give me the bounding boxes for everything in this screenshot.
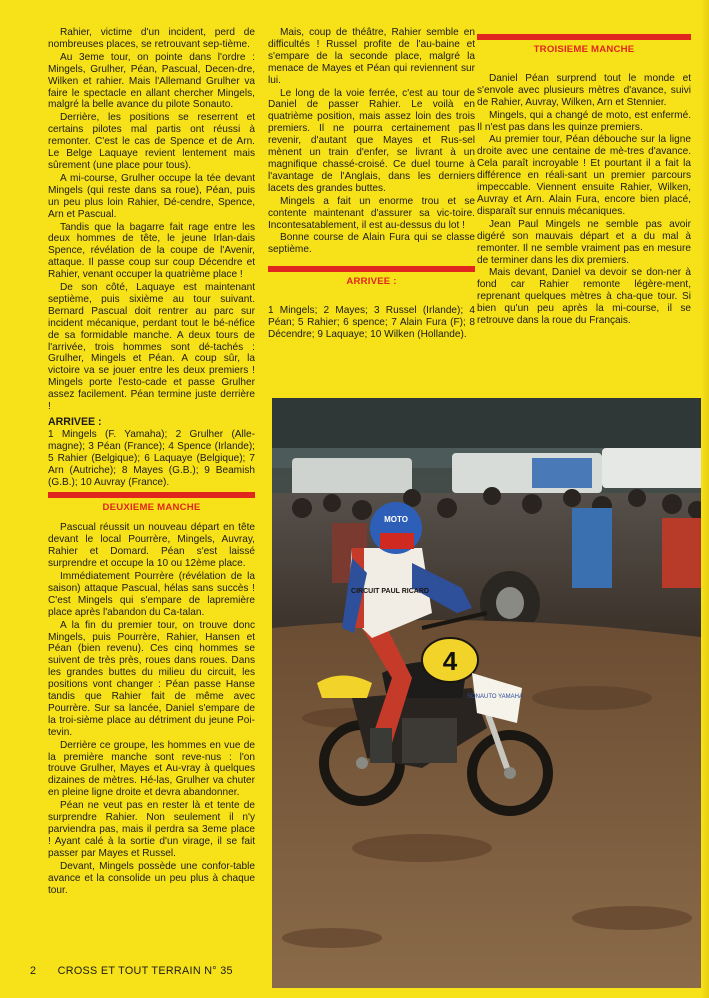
paragraph: Au premier tour, Péan débouche sur la ligne droite avec une centaine de mè-tres d'avance. Cela paraît incroyable ! Et pourtant il a fait la différence en réali-sant un premier parcours impeccable. Viennent ensuite Rahier, Wilken, Auvray et Arn. Alain Fura, encore bien placé, disparaît sur ennuis mécaniques.	[477, 134, 691, 217]
section-header-arrivee: ARRIVEE :	[346, 276, 397, 288]
paragraph: Péan ne veut pas en rester là et tente de surprendre Rahier. Non seulement il n'y parviendra pas, mais il perdra sa 3eme place ! Ayant calé à la sortie d'un virage, il se fait passer par Mayes et Russel.	[48, 800, 255, 859]
paragraph: A mi-course, Grulher occupe la tée devant Mingels (qui reste dans sa roue), Péan, puis un peu plus loin Rahier, Dé-cendre, Spence, Arn et Pascual.	[48, 172, 255, 220]
results-manche-1: 1 Mingels (F. Yamaha); 2 Grulher (Alle-magne); 3 Péan (France); 4 Spence (Irlande); 5 Rahier (Belgique); 6 Laquaye (Belgique); 7 Arn (Autriche); 8 Mayes (G.B.); 9 Beamish (G.B.); 10 Auvray (France).	[48, 428, 255, 488]
column-middle	[268, 27, 475, 345]
paragraph: Jean Paul Mingels ne semble pas avoir digéré son mauvais départ et a du mal à remonter. Il ne semble vraiment pas en mesure de terminer dans les dix premiers.	[477, 218, 691, 266]
bib-number: 4	[442, 646, 458, 676]
paragraph: Daniel Péan surprend tout le monde et s'envole avec plusieurs mètres d'avance, suivi de Rahier, Auvray, Wilken, Arn et Stennier.	[477, 72, 691, 108]
paragraph: Le long de la voie ferrée, c'est au tour de Daniel de passer Rahier. Le voilà en quatrième position, mais assez loin des trois premiers. Il ne pourra certainement pas revenir, d'autant que Mayes et Rus-sel mènent un train d'enfer, se livrant à un magnifique chassé-croisé. Ce duel tourne à l'avantage de l'Anglais, dans les derniers lacets des grandes buttes.	[268, 87, 475, 194]
paragraph: Au 3eme tour, on pointe dans l'ordre : Mingels, Grulher, Péan, Pascual, Decen-dre, Wilken et rahier. Mais l'Allemand Grulher va faire le spectacle en allant chercher Mingels, malgré la belle avance du pilote Sonauto.	[48, 51, 255, 111]
helmet-text: MOTO	[384, 515, 408, 524]
magazine-title: CROSS ET TOUT TERRAIN N° 35	[57, 965, 233, 977]
paragraph: Mais devant, Daniel va devoir se don-ner à fond car Rahier remonte légère-ment, reprenant quelques mètres à cha-que tour. Si bien qu'un peu après la mi-course, il se retrouve dans la roue du Français.	[477, 267, 691, 327]
paragraph: Derrière ce groupe, les hommes en vue de la première manche sont reve-nus : l'on trouve Grulher, Mayes et Au-vray à quelques dizaines de mètres. Hé-las, Grulher va chuter en pleine ligne droite et devra abandonner.	[48, 739, 255, 799]
paragraph: Mais, coup de théâtre, Rahier semble en difficultés ! Russel profite de l'au-baine et s'empare de la seconde place, malgré la menace de Mayes et Péan qui reviennent sur lui.	[268, 27, 475, 86]
paragraph: Derrière, les positions se reserrent et certains pilotes mal partis ont réussi à remonter. C'est le cas de Spence et de Arn. Le Belge Laquaye revient lentement mais sûrement (une place pour tous).	[48, 112, 255, 171]
paragraph: Devant, Mingels possède une confor-table avance et la consolide un peu plus à chaque tour.	[48, 860, 255, 896]
plate-text: SONAUTO YAMAHA	[466, 694, 524, 700]
motocross-photo	[272, 398, 708, 988]
page-footer	[30, 965, 233, 977]
section-bar	[268, 266, 475, 272]
arrivee-label-1: ARRIVEE :	[48, 416, 102, 428]
section-header-troisieme-manche: TROISIEME MANCHE	[533, 44, 635, 55]
paragraph: Rahier, victime d'un incident, perd de nombreuses places, se retrouvant sep-tième.	[48, 27, 255, 50]
section-header-deuxieme-manche: DEUXIEME MANCHE	[102, 502, 201, 514]
paragraph: Bonne course de Alain Fura qui se classe septième.	[268, 232, 475, 256]
paragraph: De son côté, Laquaye est maintenant septième, puis sixième au tour suivant. Bernard Pascual doit rentrer au parc sur incident mécanique, perdant tout le bé-néfice de sa formidable manche. A deux tours de l'arrivée, trois hommes sont dé-tachés : Grulher, Mingels et Péan. A coup sûr, la victoire va se jouer entre les deux premiers ! Mingels porte l'esto-cade et passe Grulher assez facilement. Péan termine juste derrière !	[48, 282, 255, 413]
paragraph: Mingels, qui a changé de moto, est enfermé. Il n'est pas dans les quinze premiers.	[477, 109, 691, 133]
paragraph: Tandis que la bagarre fait rage entre les deux hommes de tête, le jeune Irlan-dais Spence, révélation de la coupe de l'Avenir, attaque. Il passe coup sur coup Décendre et Rahier, venant occuper la quatrième place !	[48, 221, 255, 281]
paragraph: Mingels a fait un enorme trou et se contente maintenant d'assurer sa vic-toire. Incontesatablement, il est au-dessus du lot !	[268, 195, 475, 231]
page-edge	[701, 0, 709, 998]
paragraph: Pascual réussit un nouveau départ en tête devant le local Pourrère, Mingels, Auvray, Rahier et Domard. Péan s'est laissé surprendre et occupe la 10 ou 12ème place.	[48, 522, 255, 570]
results-manche-2: 1 Mingels; 2 Mayes; 3 Russel (Irlande); 4 Péan; 5 Rahier; 6 spence; 7 Alain Fura (F); 8 Décendre; 9 Laquaye; 10 Wilken (Hollande).	[268, 305, 475, 340]
section-bar	[48, 492, 255, 498]
jersey-text: CIRCUIT PAUL RICARD	[351, 588, 429, 595]
section-bar	[477, 34, 691, 40]
paragraph: Immédiatement Pourrère (révélation de la saison) attaque Pascual, hélas sans succès ! C'est Mingels qui s'empare de lapremière place après l'abandon du Ca-talan.	[48, 570, 255, 618]
column-left	[48, 27, 255, 897]
column-right	[477, 34, 691, 328]
page-number: 2	[30, 965, 37, 977]
paragraph: A la fin du premier tour, on trouve donc Mingels, puis Pourrère, Rahier, Hansen et Péan (bien revenu). Ces cinq hommes se suivent de très près, roues dans roues. Dans les grandes buttes du milieu du circuit, les positions vont changer : Péan passe Hanse tandis que Rahier fait de même avec Pourrère. Sur sa lancée, Daniel s'empare de la troi-sième place au détriment du jeune Poi-tevin.	[48, 619, 255, 738]
